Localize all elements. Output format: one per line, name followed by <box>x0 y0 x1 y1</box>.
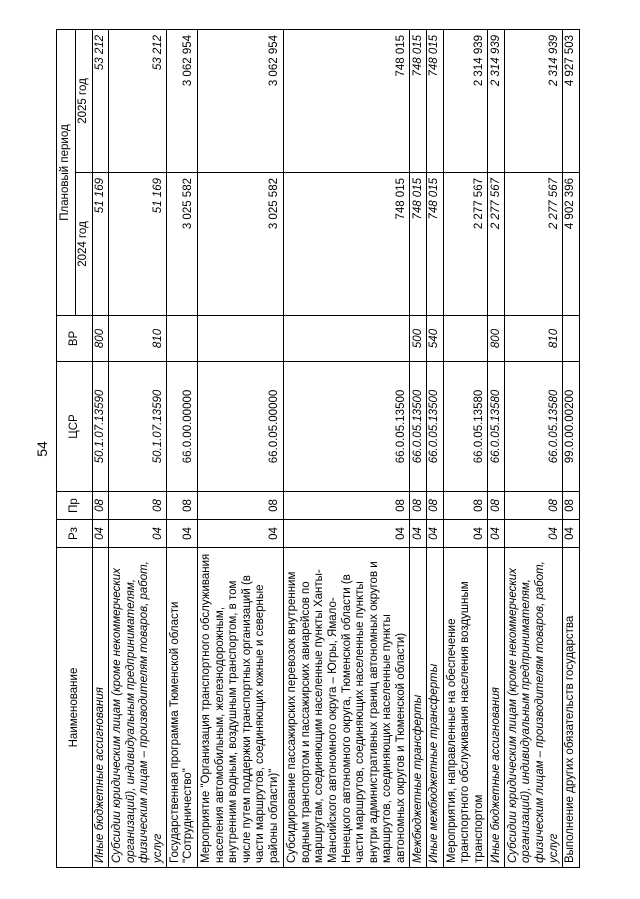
header-csr: ЦСР <box>57 362 93 492</box>
cell-csr: 66.0.05.00000 <box>197 362 283 492</box>
cell-2025: 53 212 <box>109 29 167 172</box>
cell-rz: 04 <box>197 520 283 548</box>
cell-2025: 4 927 503 <box>563 29 580 172</box>
cell-2024: 3 025 582 <box>197 173 283 316</box>
cell-csr: 66.0.05.13580 <box>488 362 505 492</box>
table-row <box>443 29 487 867</box>
cell-pr: 08 <box>505 492 563 520</box>
cell-2025: 2 314 939 <box>505 29 563 172</box>
table-row <box>167 29 198 867</box>
cell-csr: 50.1.07.13590 <box>109 362 167 492</box>
cell-2025: 2 314 939 <box>488 29 505 172</box>
cell-2025: 748 015 <box>283 29 410 172</box>
cell-2024: 748 015 <box>410 173 427 316</box>
table-row <box>505 29 563 867</box>
cell-pr: 08 <box>197 492 283 520</box>
cell-2024: 3 025 582 <box>167 173 198 316</box>
header-pr: Пр <box>57 492 93 520</box>
cell-csr: 50.1.07.13590 <box>92 362 109 492</box>
cell-vr: 500 <box>410 316 427 362</box>
cell-rz: 04 <box>167 520 198 548</box>
cell-csr: 66.0.05.13500 <box>410 362 427 492</box>
header-rz: Рз <box>57 520 93 548</box>
cell-2025: 2 314 939 <box>443 29 487 172</box>
header-2025: 2025 год <box>76 29 93 172</box>
cell-name: Субсидии юридическим лицам (кроме некоммерческих организаций), индивидуальным предпринимателям, физическим лицам – производителям товаров, работ, услуг <box>109 548 167 868</box>
cell-name: Государственная программа Тюменской области "Сотрудничество" <box>167 548 198 868</box>
table-row <box>427 29 444 867</box>
cell-pr: 08 <box>283 492 410 520</box>
cell-2025: 3 062 954 <box>167 29 198 172</box>
cell-2025: 3 062 954 <box>197 29 283 172</box>
budget-table <box>56 29 580 868</box>
table-row <box>563 29 580 867</box>
header-2024: 2024 год <box>76 173 93 316</box>
cell-name: Иные бюджетные ассигнования <box>92 548 109 868</box>
cell-csr: 66.0.00.00000 <box>167 362 198 492</box>
cell-pr: 08 <box>410 492 427 520</box>
cell-rz: 04 <box>563 520 580 548</box>
cell-name: Субсидии юридическим лицам (кроме некоммерческих организаций), индивидуальным предпринимателям, физическим лицам – производителям товаров, работ, услуг <box>505 548 563 868</box>
cell-vr <box>283 316 410 362</box>
cell-pr: 08 <box>167 492 198 520</box>
cell-rz: 04 <box>283 520 410 548</box>
cell-2024: 2 277 567 <box>443 173 487 316</box>
cell-2024: 51 169 <box>109 173 167 316</box>
cell-vr: 810 <box>505 316 563 362</box>
cell-vr: 810 <box>109 316 167 362</box>
table-row <box>92 29 109 867</box>
cell-rz: 04 <box>109 520 167 548</box>
cell-csr: 66.0.05.13500 <box>427 362 444 492</box>
cell-vr: 800 <box>92 316 109 362</box>
cell-2025: 53 212 <box>92 29 109 172</box>
page-number: 54 <box>34 441 50 457</box>
cell-pr: 08 <box>563 492 580 520</box>
cell-rz: 04 <box>92 520 109 548</box>
cell-csr: 66.0.05.13580 <box>505 362 563 492</box>
cell-vr <box>443 316 487 362</box>
table-row <box>109 29 167 867</box>
cell-2024: 51 169 <box>92 173 109 316</box>
cell-vr <box>563 316 580 362</box>
cell-2024: 748 015 <box>283 173 410 316</box>
cell-vr <box>197 316 283 362</box>
table-row <box>410 29 427 867</box>
cell-vr: 540 <box>427 316 444 362</box>
table-row <box>488 29 505 867</box>
cell-name: Иные бюджетные ассигнования <box>488 548 505 868</box>
table-row <box>283 29 410 867</box>
header-name: Наименование <box>57 548 93 868</box>
budget-table-container <box>56 30 580 868</box>
cell-pr: 08 <box>92 492 109 520</box>
cell-csr: 66.0.05.13580 <box>443 362 487 492</box>
cell-2024: 4 902 396 <box>563 173 580 316</box>
cell-csr: 99.0.00.00200 <box>563 362 580 492</box>
header-vr: ВР <box>57 316 93 362</box>
cell-pr: 08 <box>443 492 487 520</box>
cell-rz: 04 <box>410 520 427 548</box>
table-body <box>92 29 579 867</box>
cell-name: Выполнение других обязательств государства <box>563 548 580 868</box>
cell-pr: 08 <box>427 492 444 520</box>
cell-2025: 748 015 <box>410 29 427 172</box>
cell-2025: 748 015 <box>427 29 444 172</box>
cell-rz: 04 <box>443 520 487 548</box>
cell-2024: 2 277 567 <box>505 173 563 316</box>
cell-vr <box>167 316 198 362</box>
cell-rz: 04 <box>505 520 563 548</box>
cell-rz: 04 <box>488 520 505 548</box>
cell-name: Межбюджетные трансферты <box>410 548 427 868</box>
cell-pr: 08 <box>109 492 167 520</box>
cell-csr: 66.0.05.13500 <box>283 362 410 492</box>
cell-vr: 800 <box>488 316 505 362</box>
cell-2024: 2 277 567 <box>488 173 505 316</box>
cell-name: Иные межбюджетные трансферты <box>427 548 444 868</box>
cell-pr: 08 <box>488 492 505 520</box>
header-planned-period: Плановый период <box>57 29 76 315</box>
table-header-row <box>57 29 76 867</box>
cell-name: Мероприятие "Организация транспортного обслуживания населения автомобильным, железнодорожным, внутренним водным, воздушным транспортом, в том числе путем поддержки транспортных организаций (в части маршрутов, соединяющих южные и северные районы области)" <box>197 548 283 868</box>
cell-2024: 748 015 <box>427 173 444 316</box>
cell-name: Мероприятия, направленные на обеспечение транспортного обслуживания населения воздушным транспортом <box>443 548 487 868</box>
table-row <box>197 29 283 867</box>
cell-rz: 04 <box>427 520 444 548</box>
cell-name: Субсидирование пассажирских перевозок внутренним водным транспортом и пассажирских авиарейсов по маршрутам, соединяющим населенные пункты Ханты-Мансийского автономного округа – Югры, Ямало-Ненецкого автономного округа, Тюменской области (в части маршрутов, соединяющих населенные пункты внутри административных границ автономных округов и маршрутов, соединяющих населенные пункты автономных округов и Тюменской области) <box>283 548 410 868</box>
